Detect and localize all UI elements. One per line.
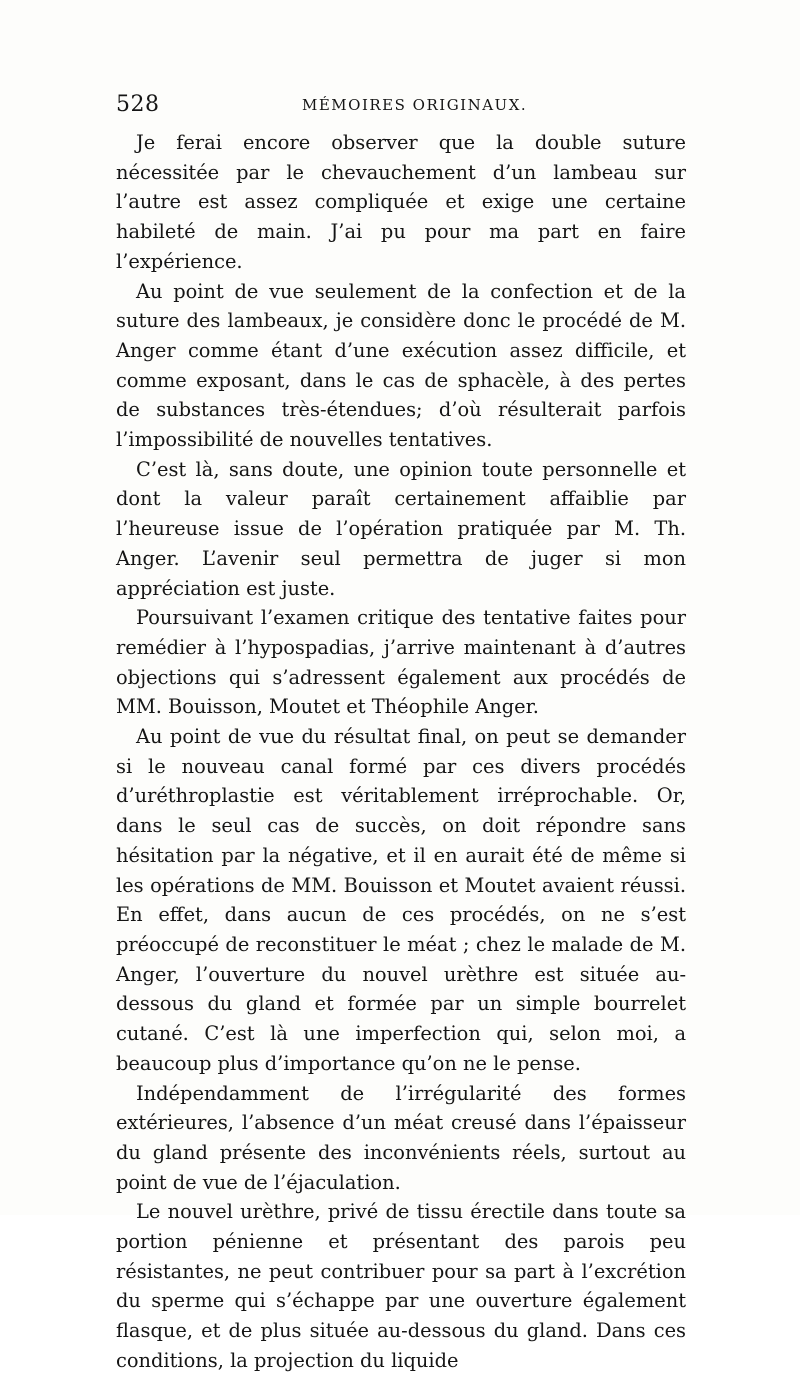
page-header [116,92,686,120]
page-number: 528 [116,92,160,117]
running-title: MÉMOIRES ORIGINAUX. [302,96,528,114]
paragraph-2: Au point de vue seulement de la confection et de la suture des lambeaux, je considère donc le procédé de M. Anger comme étant d’une exécution assez difficile, et comme exposant, dans le cas de sphacèle, à des pertes de substances très-étendues; d’où résulterait parfois l’impossibilité de nouvelles tentatives. [116,279,686,452]
body-text [116,128,686,1376]
paragraph-4: Poursuivant l’examen critique des tentative faites pour remédier à l’hypospadias, j’arrive maintenant à d’autres objections qui s’adressent également aux procédés de MM. Bouisson, Moutet et Théophile Anger. [116,606,686,719]
paragraph-7: Le nouvel urèthre, privé de tissu érectile dans toute sa portion pénienne et présentant des parois peu résistantes, ne peut contribuer pour sa part à l’excrétion du sperme qui s’échappe par une ouverture également flasque, et de plus située au-dessous du gland. Dans ces conditions, la projection du liquide [116,1200,686,1372]
paragraph-6: Indépendamment de l’irrégularité des formes extérieures, l’absence d’un méat creusé dans l’épaisseur du gland présente des inconvénients réels, surtout au point de vue de l’éjaculation. [116,1081,686,1194]
paragraph-3: C’est là, sans doute, une opinion toute personnelle et dont la valeur paraît certainement affaiblie par l’heureuse issue de l’opération pratiquée par M. Th. Anger. L’avenir seul permettra de juger si mon appréciation est juste. [116,457,686,600]
paragraph-1: Je ferai encore observer que la double suture nécessitée par le chevauchement d’un lambeau sur l’autre est assez compliquée et exige une certaine habileté de main. J’ai pu pour ma part en faire l’expérience. [116,131,686,273]
paragraph-5: Au point de vue du résultat final, on peut se demander si le nouveau canal formé par ces divers procédés d’uréthroplastie est véritablement irréprochable. Or, dans le seul cas de succès, on doit répondre sans hésitation par la négative, et il en aurait été de même si les opérations de MM. Bouisson et Moutet avaient réussi. En effet, dans aucun de ces procédés, on ne s’est préoccupé de reconstituer le méat ; chez le malade de M. Anger, l’ouverture du nouvel urèthre est située au-dessous du gland et formée par un simple bourrelet cutané. C’est là une imperfection qui, selon moi, a beaucoup plus d’importance qu’on ne le pense. [116,725,686,1075]
